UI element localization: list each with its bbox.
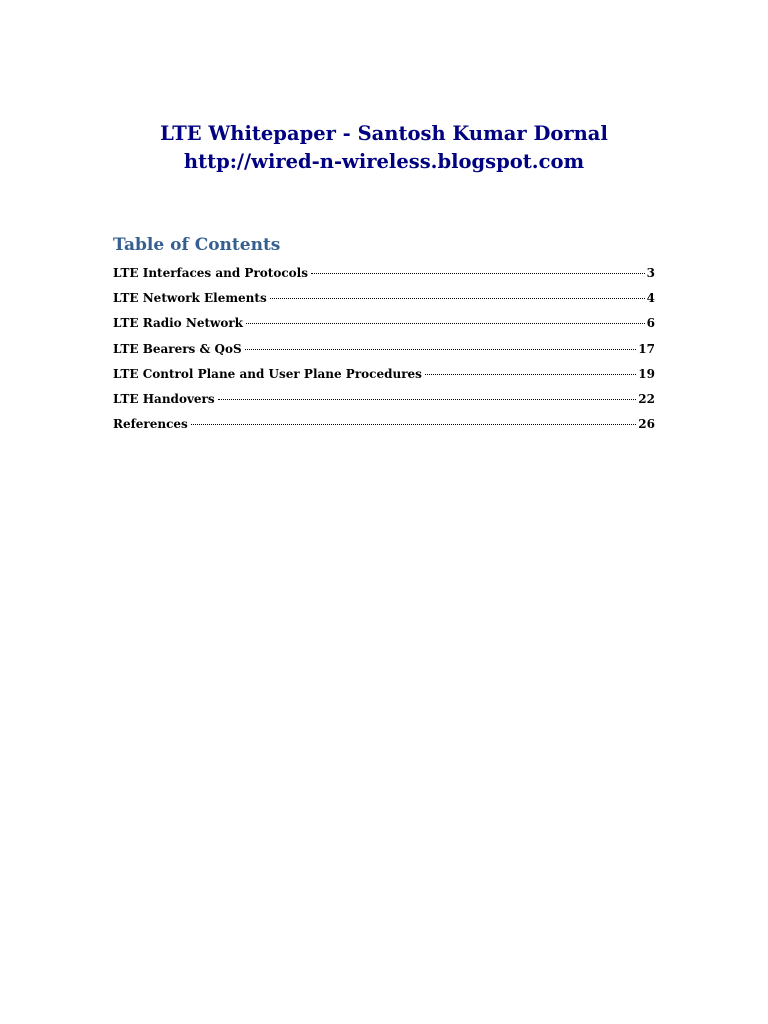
toc-entry-page-number: 6 [646,316,655,331]
toc-entry-page-number: 4 [646,291,655,306]
document-title-line-2[interactable]: http://wired-n-wireless.blogspot.com [183,150,585,173]
toc-entry-lte-bearers-qos[interactable] [113,342,655,367]
toc-entry-page-number: 3 [646,266,655,280]
toc-dot-leader [245,349,637,350]
toc-entry-page-number: 17 [638,341,655,356]
toc-entry-label: LTE Control Plane and User Plane Procedures [113,366,422,381]
toc-entry-lte-handovers[interactable] [113,392,655,417]
toc-dot-leader [191,424,637,425]
toc-heading: Table of Contents [113,235,281,255]
toc-entry-lte-control-plane-user-plane[interactable] [113,367,655,392]
toc-entry-references[interactable] [113,417,655,442]
toc-entry-lte-interfaces-and-protocols[interactable] [113,266,655,291]
toc-entry-lte-radio-network[interactable] [113,316,655,341]
toc-entry-page-number: 19 [638,366,655,381]
toc-entry-label: LTE Bearers & QoS [113,341,242,356]
toc-dot-leader [218,399,637,400]
document-title-line-1: LTE Whitepaper - Santosh Kumar Dornal [160,122,608,145]
toc-entry-label: LTE Network Elements [113,291,267,306]
toc-entry-label: LTE Radio Network [113,316,243,331]
toc-entry-label: References [113,417,188,432]
toc-dot-leader [425,374,636,375]
toc-entry-page-number: 26 [638,417,655,432]
toc-entry-label: LTE Handovers [113,391,215,406]
toc-entry-label: LTE Interfaces and Protocols [113,266,308,280]
toc-entry-lte-network-elements[interactable] [113,291,655,316]
toc-dot-leader [270,298,645,299]
toc-entry-page-number: 22 [638,391,655,406]
toc-dot-leader [246,323,645,324]
toc-dot-leader [311,273,645,274]
table-of-contents [113,266,655,442]
document-title [0,120,768,176]
